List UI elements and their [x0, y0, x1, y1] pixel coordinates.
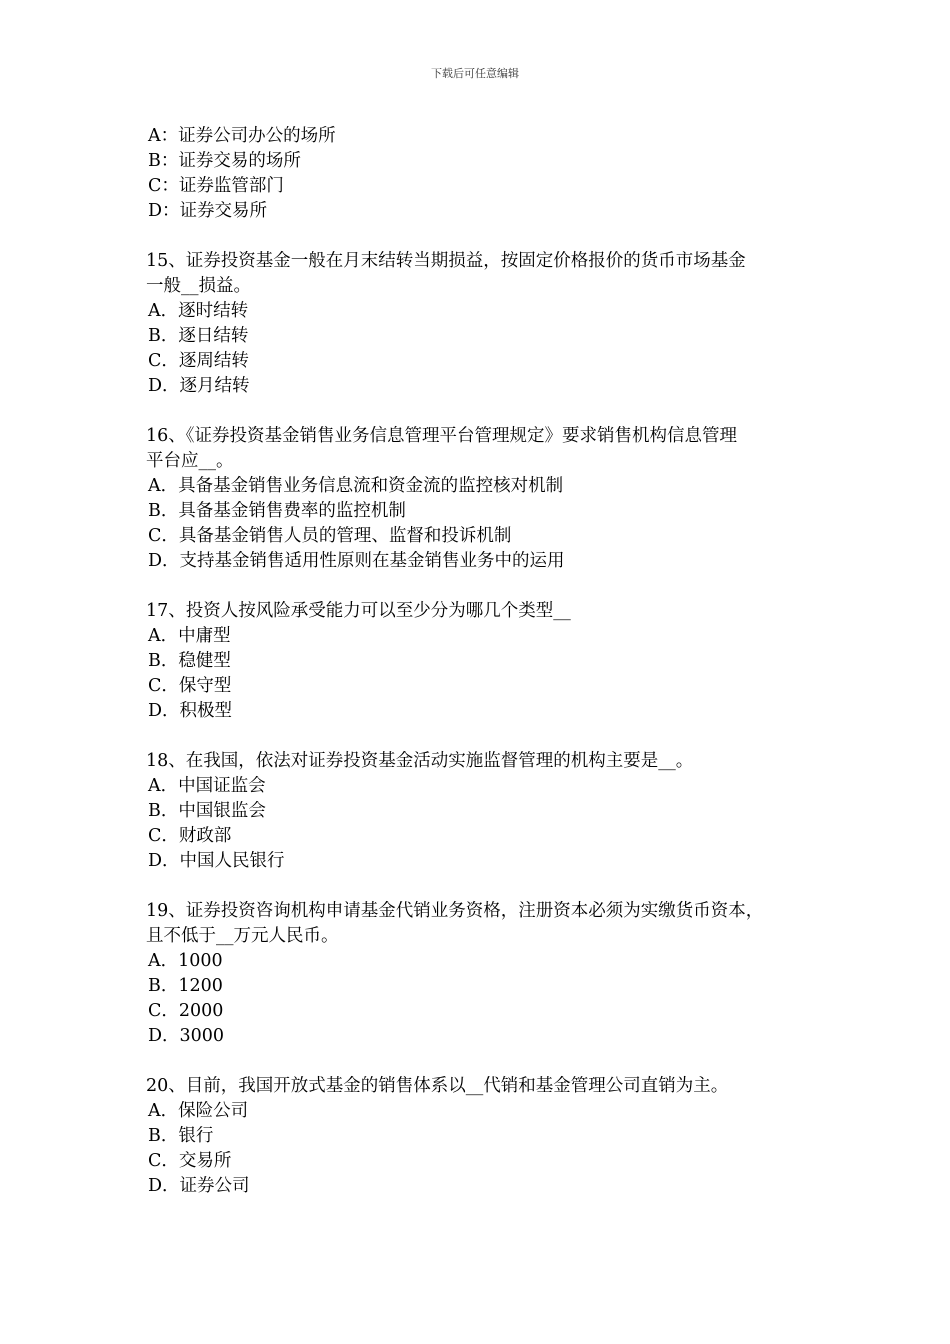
option-d: D．逐月结转 [148, 376, 250, 396]
question-text-line: 19、证券投资咨询机构申请基金代销业务资格，注册资本必须为实缴货币资本， [146, 901, 764, 921]
question-17 [146, 599, 826, 724]
question-20 [146, 1074, 826, 1199]
question-text-line: 且不低于__万元人民币。 [146, 926, 339, 946]
question-16 [146, 424, 826, 574]
document-body [146, 124, 826, 1224]
option-a: A．1000 [148, 951, 223, 971]
option-d: D．3000 [148, 1026, 225, 1046]
option-d: D．支持基金销售适用性原则在基金销售业务中的运用 [148, 551, 565, 571]
option-c: C．逐周结转 [148, 351, 249, 371]
option-b: B．银行 [148, 1126, 214, 1146]
option-b: B．逐日结转 [148, 326, 249, 346]
option-a: A．中国证监会 [148, 776, 266, 796]
question-text-line: 17、投资人按风险承受能力可以至少分为哪几个类型__ [146, 601, 571, 621]
option-b: B．中国银监会 [148, 801, 266, 821]
question-text-line: 18、在我国，依法对证券投资基金活动实施监督管理的机构主要是__。 [146, 751, 694, 771]
option-d: D．证券公司 [148, 1176, 250, 1196]
option-d: D：证券交易所 [148, 201, 268, 221]
question-14-options [146, 124, 826, 224]
option-c: C．具备基金销售人员的管理、监督和投诉机制 [148, 526, 512, 546]
question-text-line: 16、《证券投资基金销售业务信息管理平台管理规定》要求销售机构信息管理 [146, 426, 738, 446]
page-header: 下载后可任意编辑 [431, 67, 519, 80]
question-15 [146, 249, 826, 399]
question-text-line: 15、证券投资基金一般在月末结转当期损益，按固定价格报价的货币市场基金 [146, 251, 746, 271]
option-b: B．稳健型 [148, 651, 231, 671]
option-a: A．逐时结转 [148, 301, 249, 321]
option-b: B．1200 [148, 976, 223, 996]
option-a: A．中庸型 [148, 626, 231, 646]
question-text-line: 20、目前，我国开放式基金的销售体系以__代销和基金管理公司直销为主。 [146, 1076, 729, 1096]
option-c: C：证券监管部门 [148, 176, 284, 196]
option-a: A．保险公司 [148, 1101, 249, 1121]
question-text-line: 平台应__。 [146, 451, 234, 471]
option-c: C．2000 [148, 1001, 224, 1021]
option-c: C．保守型 [148, 676, 232, 696]
question-18 [146, 749, 826, 874]
option-a: A：证券公司办公的场所 [148, 126, 336, 146]
option-d: D．中国人民银行 [148, 851, 285, 871]
option-b: B：证券交易的场所 [148, 151, 301, 171]
option-b: B．具备基金销售费率的监控机制 [148, 501, 406, 521]
option-a: A．具备基金销售业务信息流和资金流的监控核对机制 [148, 476, 564, 496]
question-text-line: 一般__损益。 [146, 276, 251, 296]
question-19 [146, 899, 826, 1049]
option-c: C．交易所 [148, 1151, 232, 1171]
option-d: D．积极型 [148, 701, 233, 721]
option-c: C．财政部 [148, 826, 232, 846]
